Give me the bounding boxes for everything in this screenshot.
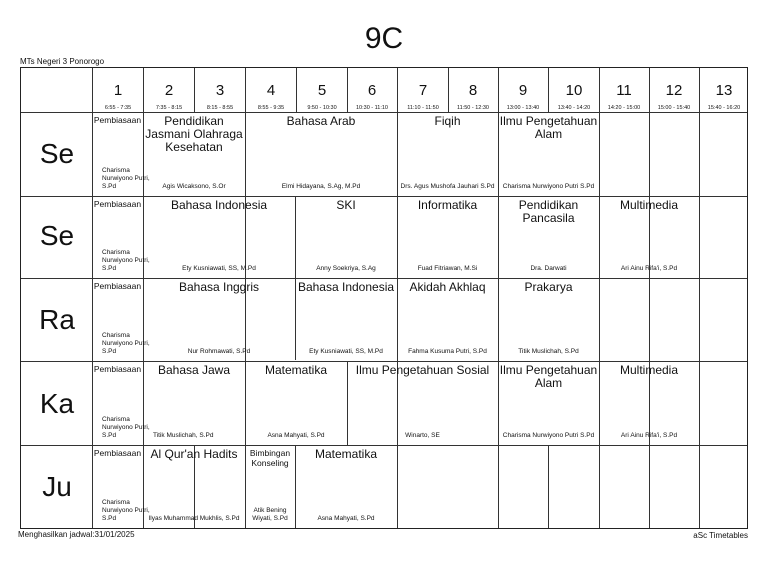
- period-number: 13: [715, 82, 733, 99]
- lesson-cell[interactable]: [599, 361, 699, 445]
- lesson-teacher: Titik Muslichah, S.Pd: [153, 432, 214, 439]
- lesson-subject: Pembiasaan: [93, 199, 142, 209]
- lesson-cell[interactable]: [143, 361, 245, 445]
- lesson-teacher: Drs. Agus Mushofa Jauhari S.Pd: [400, 183, 495, 190]
- lesson-teacher: Ari Ainu Rifa'i, S.Pd: [620, 432, 678, 439]
- lesson-subject: Multimedia: [619, 363, 679, 377]
- lesson-subject: Al Qur'an Hadits: [150, 447, 238, 461]
- lesson-subject: Informatika: [417, 198, 478, 212]
- lesson-teacher: Winarto, SE: [405, 432, 440, 439]
- period-time: 9:50 - 10:30: [307, 105, 337, 111]
- lesson-teacher: Fahma Kusuma Putri, S.Pd: [408, 348, 487, 355]
- lesson-subject: Bahasa Arab: [286, 114, 356, 128]
- lesson-cell[interactable]: [599, 196, 699, 278]
- lesson-cell[interactable]: [92, 196, 150, 278]
- period-time: 14:20 - 15:00: [607, 105, 641, 111]
- lesson-cell[interactable]: [143, 278, 295, 361]
- period-time: 13:40 - 14:20: [557, 105, 591, 111]
- period-number: 1: [113, 82, 123, 99]
- lesson-cell[interactable]: [295, 278, 397, 361]
- lesson-teacher: Ety Kusniawati, SS, M.Pd: [309, 348, 383, 355]
- period-number: 6: [367, 82, 377, 99]
- lesson-teacher: Charisma Nurwiyono Putri, S.Pd: [102, 416, 150, 439]
- day-label: Se: [39, 220, 75, 251]
- lesson-teacher: Asna Mahyati, S.Pd: [317, 515, 375, 522]
- day-label: Ju: [42, 471, 72, 502]
- lesson-teacher: Fuad Fitriawan, M.Si: [417, 265, 478, 272]
- lesson-cell[interactable]: [92, 112, 150, 196]
- lesson-teacher: Charisma Nurwiyono Putri, S.Pd: [102, 332, 150, 355]
- lesson-subject: Bimbingan Konseling: [249, 448, 291, 468]
- lesson-subject: Ilmu Pengetahuan Alam: [499, 363, 598, 390]
- lesson-subject: Akidah Akhlaq: [409, 280, 486, 294]
- lesson-subject: Ilmu Pengetahuan Sosial: [355, 363, 490, 377]
- day-label: Ra: [39, 304, 75, 335]
- lesson-teacher: Charisma Nurwiyono Putri, S.Pd: [102, 499, 150, 522]
- period-number: 5: [317, 82, 327, 99]
- period-time: 6:55 - 7:35: [104, 105, 132, 111]
- lesson-cell[interactable]: [295, 196, 397, 278]
- lesson-teacher: Anny Soekriya, S.Ag: [316, 265, 376, 272]
- lesson-cell[interactable]: [92, 278, 150, 361]
- lesson-cell[interactable]: [498, 196, 599, 278]
- lesson-teacher: Atik Bening Wiyati, S.Pd: [252, 507, 288, 522]
- lesson-subject: Matematika: [314, 447, 378, 461]
- lesson-teacher: Charisma Nurwiyono Putri, S.Pd: [102, 167, 150, 190]
- lesson-cell[interactable]: [397, 112, 498, 196]
- lesson-cell[interactable]: [143, 445, 245, 528]
- lesson-cell[interactable]: [397, 196, 498, 278]
- period-number: 10: [565, 82, 583, 99]
- lesson-cell[interactable]: [143, 112, 245, 196]
- lesson-subject: Pendidikan Jasmani Olahraga Kesehatan: [145, 114, 243, 154]
- period-time: 13:00 - 13:40: [506, 105, 540, 111]
- lesson-teacher: Titik Muslichah, S.Pd: [518, 348, 579, 355]
- lesson-subject: Pembiasaan: [93, 448, 142, 458]
- period-number: 7: [418, 82, 428, 99]
- period-time: 11:10 - 11:50: [407, 105, 439, 111]
- lesson-cell[interactable]: [347, 361, 498, 445]
- period-time: 15:40 - 16:20: [707, 105, 741, 111]
- period-time: 7:35 - 8:15: [155, 105, 183, 111]
- lesson-cell[interactable]: [143, 196, 295, 278]
- lesson-subject: Bahasa Indonesia: [297, 280, 395, 294]
- period-time: 15:00 - 15:40: [657, 105, 691, 111]
- lesson-teacher: Charisma Nurwiyono Putri S.Pd: [502, 183, 595, 190]
- lesson-teacher: Ilyas Muhammad Mukhlis, S.Pd: [148, 515, 240, 522]
- generated-date: Menghasilkan jadwal:31/01/2025: [18, 530, 135, 539]
- lesson-teacher: Elmi Hidayana, S.Ag, M.Pd: [281, 183, 361, 190]
- period-number: 4: [266, 82, 276, 99]
- lesson-subject: Bahasa Jawa: [157, 363, 231, 377]
- timetable-grid: [20, 67, 748, 529]
- lesson-cell[interactable]: [92, 361, 150, 445]
- lesson-subject: Pembiasaan: [93, 115, 142, 125]
- period-number: 3: [215, 82, 225, 99]
- lesson-teacher: Ari Ainu Rifa'i, S.Pd: [620, 265, 678, 272]
- lesson-subject: Bahasa Indonesia: [170, 198, 268, 212]
- lesson-cell[interactable]: [295, 445, 397, 528]
- lesson-subject: Ilmu Pengetahuan Alam: [499, 114, 598, 141]
- period-time: 8:55 - 9:35: [257, 105, 285, 111]
- lesson-cell[interactable]: [498, 361, 599, 445]
- lesson-cell[interactable]: [245, 445, 295, 528]
- period-time: 11:50 - 12:30: [456, 105, 489, 111]
- lesson-cell[interactable]: [245, 112, 397, 196]
- lesson-teacher: Charisma Nurwiyono Putri, S.Pd: [102, 249, 150, 272]
- period-time: 8:15 - 8:55: [206, 105, 234, 111]
- lesson-teacher: Nur Rohmawati, S.Pd: [187, 348, 251, 355]
- lesson-cell[interactable]: [397, 278, 498, 361]
- lesson-teacher: Asna Mahyati, S.Pd: [267, 432, 325, 439]
- lesson-subject: Pendidikan Pancasila: [518, 198, 579, 225]
- lesson-subject: Matematika: [264, 363, 328, 377]
- lesson-cell[interactable]: [498, 112, 599, 196]
- lesson-teacher: Dra. Darwati: [530, 265, 567, 272]
- lesson-cell[interactable]: [92, 445, 150, 528]
- lesson-subject: SKI: [336, 198, 356, 212]
- period-number: 9: [518, 82, 528, 99]
- lesson-teacher: Charisma Nurwiyono Putri S.Pd: [502, 432, 595, 439]
- day-label: Ka: [39, 388, 75, 419]
- period-number: 11: [616, 82, 632, 99]
- lesson-teacher: Ety Kusniawati, SS, M.Pd: [182, 265, 256, 272]
- brand-label: aSc Timetables: [693, 531, 748, 540]
- period-number: 12: [665, 82, 683, 99]
- period-number: 8: [468, 82, 478, 99]
- class-title: 9C: [364, 22, 404, 55]
- lesson-cell[interactable]: [498, 278, 599, 361]
- lesson-subject: Prakarya: [524, 280, 573, 294]
- period-number: 2: [164, 82, 174, 99]
- lesson-subject: Fiqih: [434, 114, 461, 128]
- lesson-subject: Multimedia: [619, 198, 679, 212]
- lesson-teacher: Agis Wicaksono, S.Or: [162, 183, 226, 190]
- school-name: MTs Negeri 3 Ponorogo: [20, 57, 105, 66]
- lesson-subject: Pembiasaan: [93, 364, 142, 374]
- lesson-subject: Bahasa Inggris: [178, 280, 260, 294]
- period-time: 10:30 - 11:10: [355, 105, 388, 111]
- day-label: Se: [39, 138, 75, 169]
- lesson-cell[interactable]: [245, 361, 347, 445]
- lesson-subject: Pembiasaan: [93, 281, 142, 291]
